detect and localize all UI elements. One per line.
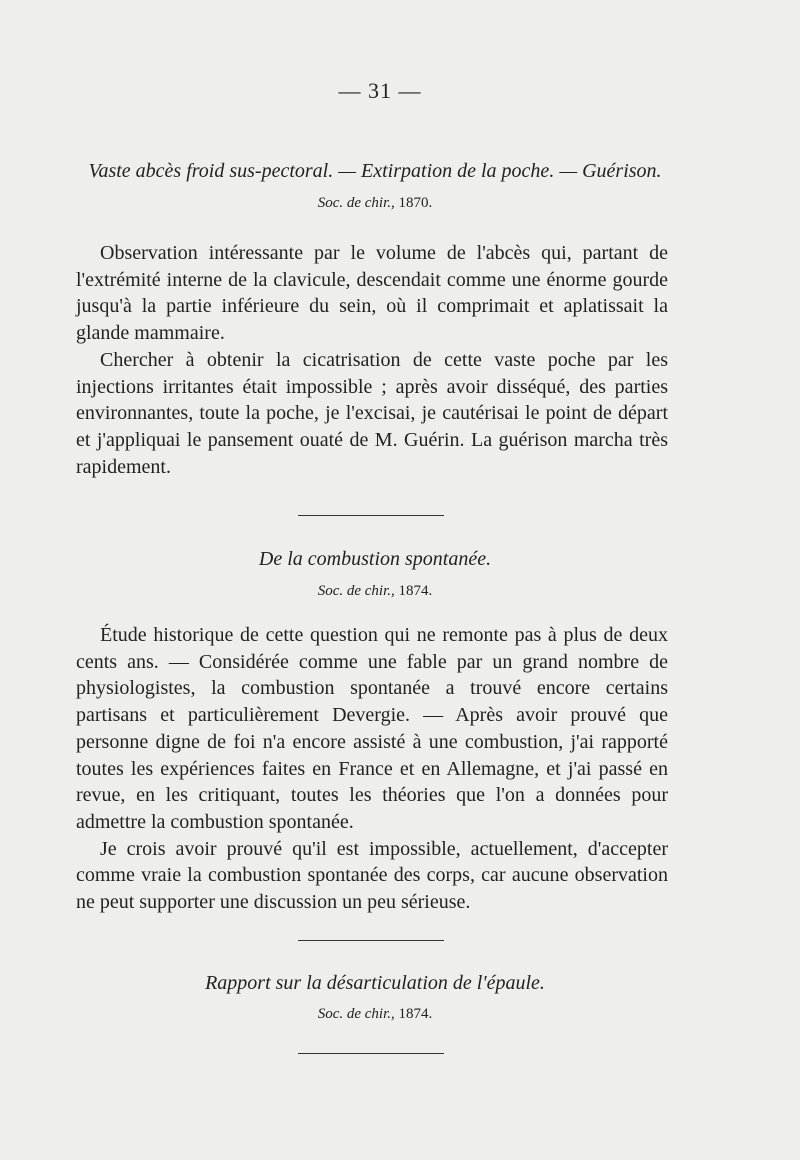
reference-year: 1870. [398, 195, 433, 211]
reference-year: 1874. [398, 1006, 433, 1022]
reference-source: Soc. de chir., [317, 195, 395, 211]
section-title-epaule: Rapport sur la désarticulation de l'épaule. [205, 972, 545, 994]
section-divider [298, 1053, 444, 1054]
reference-source: Soc. de chir., [317, 1006, 395, 1022]
page-number: — 31 — [338, 78, 422, 103]
paragraph: Je crois avoir prouvé qu'il est impossible, actuellement, d'accepter comme vraie la combustion spontanée des corps, car aucune observation ne peut supporter une discussion un peu sérieuse. [76, 837, 668, 914]
reference-source: Soc. de chir., [317, 583, 395, 599]
section-reference [80, 1006, 670, 1023]
section-body-abces [76, 240, 668, 480]
section-title-abces: Vaste abcès froid sus-pectoral. — Extirpation de la poche. — Guérison. [88, 160, 662, 182]
section-reference [80, 195, 670, 212]
section-divider [298, 940, 444, 941]
section-title-combustion: De la combustion spontanée. [258, 548, 492, 570]
paragraph: Observation intéressante par le volume de l'abcès qui, partant de l'extrémité interne de la clavicule, descendait comme une énorme gourde jusqu'à la partie inférieure du sein, où il comprimait et aplatissait la glande mammaire. [76, 242, 668, 345]
reference-year: 1874. [398, 583, 433, 599]
paragraph: Étude historique de cette question qui ne remonte pas à plus de deux cents ans. — Considérée comme une fable par un grand nombre de physiologistes, la combustion spontanée a trouvé encore certains partisans et particulièrement Devergie. — Après avoir prouvé que personne digne de foi n'a encore assisté à une combustion, j'ai rapporté toutes les expériences faites en France et en Allemagne, et j'ai passé en revue, en les critiquant, toutes les théories que l'on a données pour admettre la combustion spontanée. [76, 624, 668, 833]
section-divider [298, 515, 444, 516]
section-reference [80, 583, 670, 600]
section-body-combustion [76, 622, 668, 916]
paragraph: Chercher à obtenir la cicatrisation de cette vaste poche par les injections irritantes était impossible ; après avoir disséqué, des parties environnantes, toute la poche, je l'excisai, je cautérisai le point de départ et j'appliquai le pansement ouaté de M. Guérin. La guérison marcha très rapidement. [76, 348, 668, 478]
